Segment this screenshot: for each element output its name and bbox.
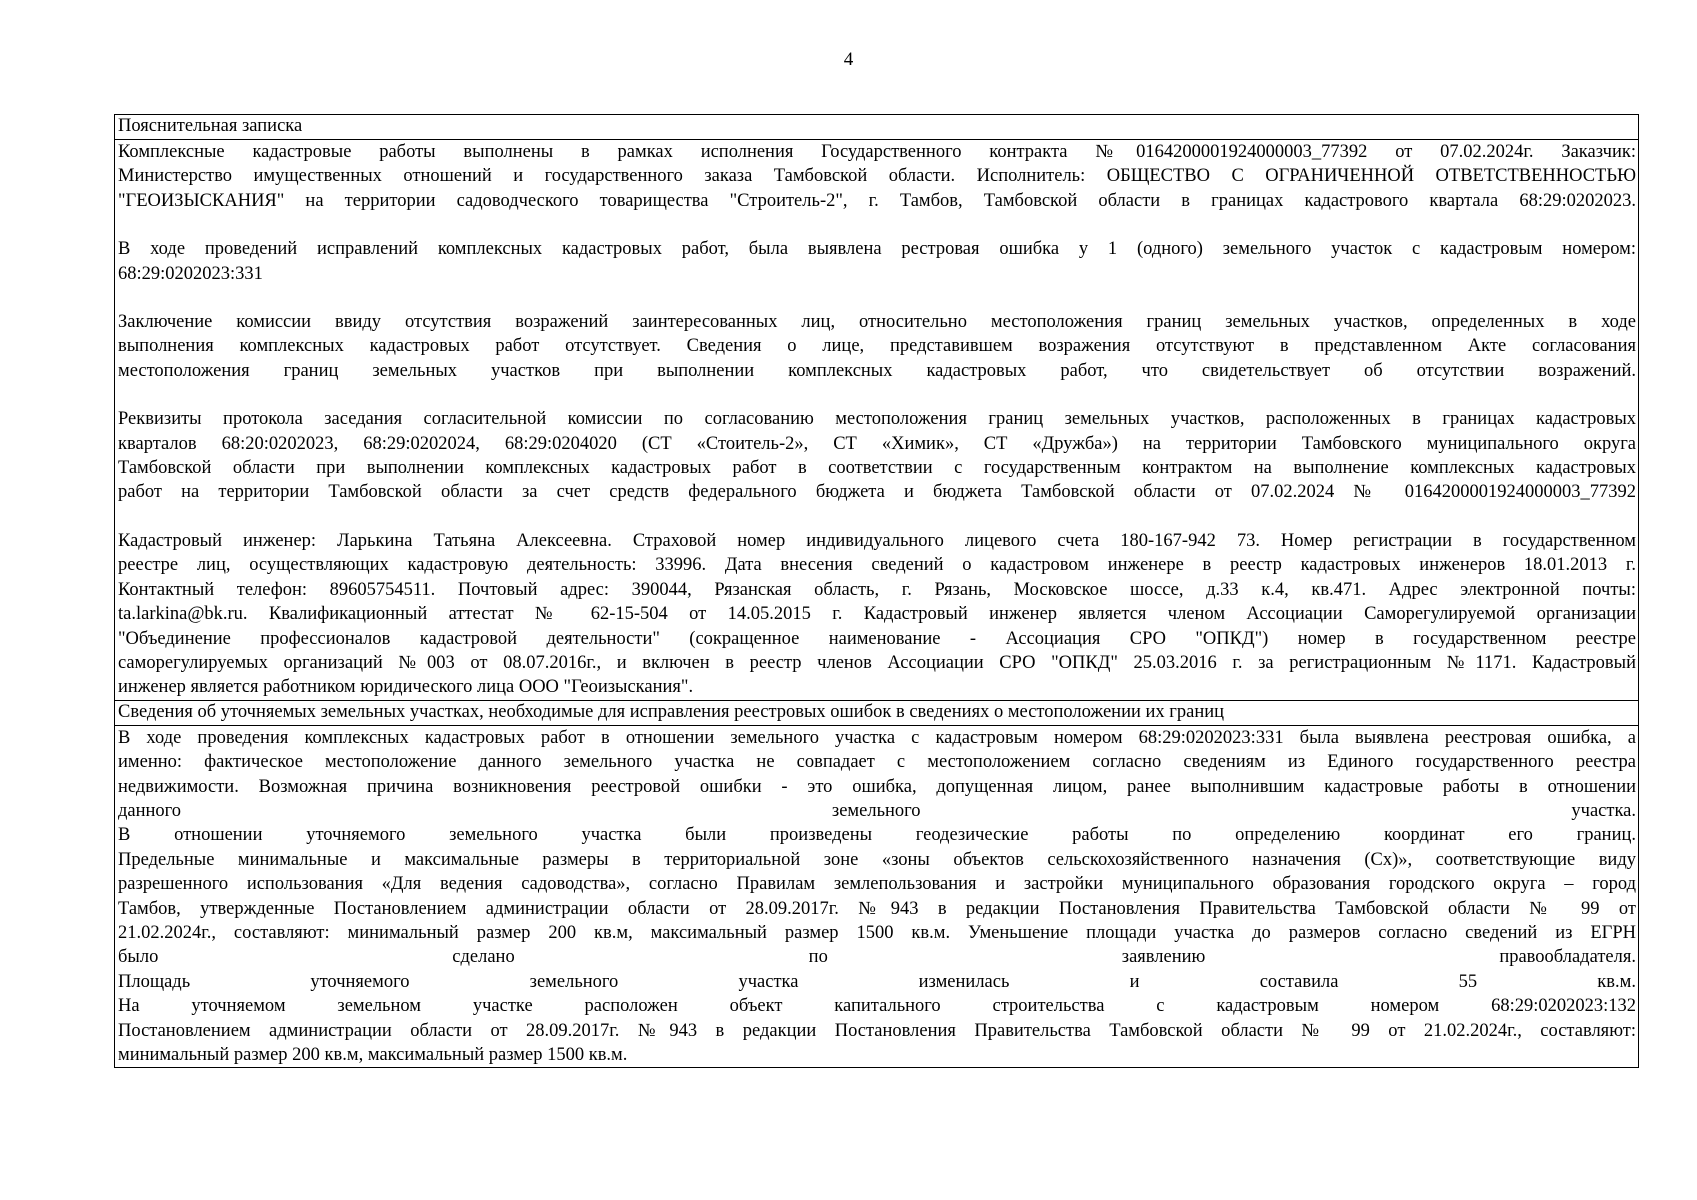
- text-line: Реквизиты протокола заседания согласительной комиссии по согласованию местоположения границ земельных участков, расположенных в границах кадастровых: [118, 409, 1636, 430]
- text-line: На уточняемом земельном участке расположен объект капитального строительства с кадастровым номером 68:29:0202023:132: [118, 996, 1636, 1017]
- paragraph-gap: [118, 383, 1636, 407]
- text-line: Заключение комиссии ввиду отсутствия возражений заинтересованных лиц, относительно местоположения границ земельных участков, определенных в ходе: [118, 312, 1636, 333]
- paragraph-gap: [118, 213, 1636, 237]
- text-line: ta.larkina@bk.ru. Квалификационный аттестат № 62-15-504 от 14.05.2015 г. Кадастровый инженер является членом Ассоциации Саморегулируемой организации: [118, 604, 1636, 625]
- text-line: именно: фактическое местоположение данного земельного участка не совпадает с местоположением согласно сведениям из Единого государственного реестра: [118, 752, 1636, 773]
- text-line: Контактный телефон: 89605754511. Почтовый адрес: 390044, Рязанская область, г. Рязань, Московское шоссе, д.33 к.4, кв.471. Адрес электронной почты:: [118, 579, 1636, 600]
- text-line: реестре лиц, осуществляющих кадастровую деятельность: 33996. Дата внесения сведений о кадастровом инженере в реестр кадастровых инженеров 18.01.2013 г.: [118, 555, 1636, 576]
- text-line: минимальный размер 200 кв.м, максимальный размер 1500 кв.м.: [118, 1045, 628, 1065]
- paragraph-gap: [118, 505, 1636, 529]
- paragraph-gap: [118, 286, 1636, 310]
- text-line: кварталов 68:20:0202023, 68:29:0202024, 68:29:0204020 (СТ «Стоитель-2», СТ «Химик», СТ «Дружба») на территории Тамбовского муниципального округа: [118, 433, 1636, 454]
- text-line: Площадь уточняемого земельного участка изменилась и составила 55 кв.м.: [118, 971, 1636, 992]
- text-line: саморегулируемых организаций №003 от 08.07.2016г., и включен в реестр членов Ассоциации СРО "ОПКД" 25.03.2016 г. за регистрационным №1171. Кадастровый: [118, 652, 1636, 673]
- text-line: В отношении уточняемого земельного участка были произведены геодезические работы по определению координат его границ.: [118, 825, 1636, 846]
- text-line: местоположения границ земельных участков при выполнении комплексных кадастровых работ, что свидетельствует об отсутствии возражений.: [118, 360, 1636, 381]
- explanatory-note-body: [115, 139, 1638, 700]
- text-line: недвижимости. Возможная причина возникновения реестровой ошибки - это ошибка, допущенная лицом, ранее выполнившим кадастровые работы в отношении: [118, 776, 1636, 797]
- parcels-header: Сведения об уточняемых земельных участках, необходимые для исправления реестровых ошибок в сведениях о местоположении их границ: [115, 700, 1638, 725]
- text-line: Постановлением администрации области от 28.09.2017г. №943 в редакции Постановления Правительства Тамбовской области № 99 от 21.02.2024г., составляют:: [118, 1020, 1636, 1041]
- text-line: данного земельного участка.: [118, 800, 1636, 821]
- text-line: В ходе проведений исправлений комплексных кадастровых работ, была выявлена рестровая ошибка у 1 (одного) земельного участок с кадастровым номером:: [118, 239, 1636, 260]
- text-line: Министерство имущественных отношений и государственного заказа Тамбовской области. Исполнитель: ОБЩЕСТВО С ОГРАНИЧЕННОЙ ОТВЕТСТВЕННОСТЬЮ: [118, 166, 1636, 187]
- explanatory-note-text: [118, 140, 1636, 700]
- text-line: Комплексные кадастровые работы выполнены в рамках исполнения Государственного контракта №0164200001924000003_77392 от 07.02.2024г. Заказчик:: [118, 142, 1636, 162]
- text-line: было сделано по заявлению правообладателя.: [118, 947, 1636, 968]
- text-line: разрешенного использования «Для ведения садоводства», согласно Правилам землепользования и застройки муниципального образования городского округа – город: [118, 874, 1636, 895]
- text-line: работ на территории Тамбовской области за счет средств федерального бюджета и бюджета Тамбовской области от 07.02.2024 № 0164200001924000003_77392: [118, 482, 1636, 503]
- text-line: "ГЕОИЗЫСКАНИЯ" на территории садоводческого товарищества "Строитель-2", г. Тамбов, Тамбовской области в границах кадастрового квартала 68:29:0202023.: [118, 190, 1636, 211]
- page-number: 4: [843, 49, 854, 70]
- text-line: В ходе проведения комплексных кадастровых работ в отношении земельного участка с кадастровым номером 68:29:0202023:331 была выявлена реестровая ошибка, а: [118, 727, 1636, 748]
- explanatory-note-header: Пояснительная записка: [118, 116, 303, 136]
- text-line: Кадастровый инженер: Ларькина Татьяна Алексеевна. Страховой номер индивидуального лицевого счета 180-167-942 73. Номер регистрации в государственном: [118, 530, 1636, 551]
- text-line: 21.02.2024г., составляют: минимальный размер 200 кв.м, максимальный размер 1500 кв.м. Уменьшение площади участка до размеров согласно сведений из ЕГРН: [118, 922, 1636, 943]
- text-line: Предельные минимальные и максимальные размеры в территориальной зоне «зоны объектов сельскохозяйственного назначения (Сх)», соответствующие виду: [118, 849, 1636, 870]
- text-line: выполнения комплексных кадастровых работ отсутствует. Сведения о лице, представившем возражения отсутствуют в представленном Акте согласования: [118, 336, 1636, 357]
- text-line: "Объединение профессионалов кадастровой деятельности" (сокращенное наименование - Ассоциация СРО "ОПКД") номер в государственном реестре: [118, 628, 1636, 649]
- text-line: Тамбов, утвержденные Постановлением администрации области от 28.09.2017г. №943 в редакции Постановления Правительства Тамбовской области № 99 от: [118, 898, 1636, 919]
- parcels-body: [115, 725, 1638, 1068]
- text-line: инженер является работником юридического лица ООО "Геоизыскания".: [118, 677, 694, 698]
- explanatory-note-table: [114, 114, 1639, 1068]
- text-line: 68:29:0202023:331: [118, 263, 263, 284]
- parcels-text: [118, 726, 1636, 1068]
- text-line: Тамбовской области при выполнении комплексных кадастровых работ в соответствии с государственным контрактом на выполнение комплексных кадастровых: [118, 458, 1636, 479]
